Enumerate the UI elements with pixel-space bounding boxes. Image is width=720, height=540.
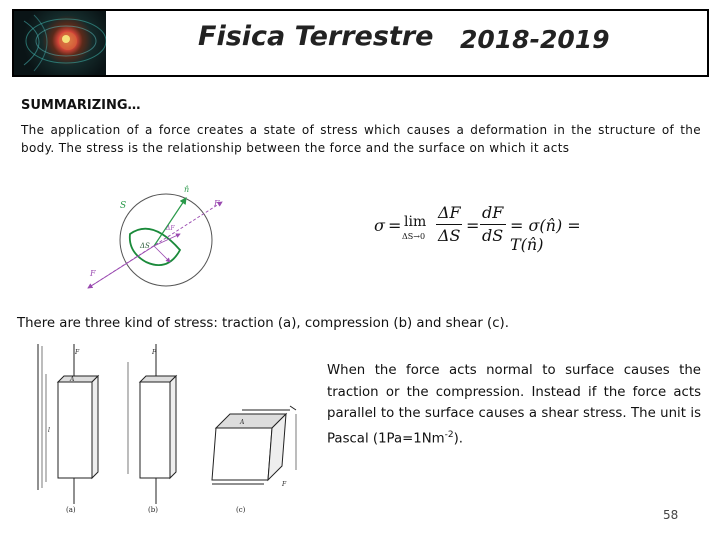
earth-magnetosphere-image (14, 11, 106, 75)
course-title: Fisica Terrestre (198, 21, 434, 52)
label-f-b: F (152, 349, 157, 356)
title-banner (12, 9, 709, 77)
stress-types-diagram (28, 340, 308, 518)
label-l-a: l (48, 427, 50, 434)
caption-b: (b) (148, 506, 158, 514)
stress-formula: σ = lim ΔS→0 ΔF ΔS = dF dS = σ(n̂) = T(n̂) (372, 200, 612, 252)
label-df: ΔF (166, 225, 175, 232)
delta-s: ΔS (438, 226, 461, 245)
label-n: n̂ (184, 185, 190, 194)
caption-c: (c) (236, 506, 246, 514)
label-a-a: A (70, 376, 75, 383)
label-f-a: F (75, 349, 80, 356)
stress-explanation: When the force acts normal to surface causes the traction or the compression. Instead if the force acts parallel to the surface causes a shear stress. The unit is Pascal $(1Pa=1Nm^{-2})$. (327, 363, 701, 446)
shear-block (212, 406, 296, 484)
stress-types-intro: There are three kind of stress: traction (a), compression (b) and shear (c). (17, 316, 509, 331)
label-s: S (120, 201, 127, 211)
body-outline (120, 194, 212, 286)
label-ds: ΔS (140, 242, 150, 250)
section-heading: SUMMARIZING… (21, 98, 141, 113)
page-number: 58 (663, 508, 679, 522)
dS: dS (482, 226, 504, 245)
academic-year: 2018-2019 (460, 25, 610, 54)
traction-block (38, 344, 98, 504)
lim-subscript: ΔS→0 (402, 232, 426, 241)
summary-paragraph: The application of a force creates a state of stress which causes a deformation in the structure of the body. The stress is the relationship between the force and the surface on which it acts (21, 123, 701, 155)
label-a-c: A (240, 419, 245, 426)
label-f-bottom: F (90, 269, 96, 278)
sigma-symbol: σ (374, 216, 385, 235)
compression-block (128, 344, 176, 504)
stress-vector-expression: = σ(n̂) = T(n̂) (510, 216, 581, 254)
label-f-c: F (282, 481, 287, 488)
delta-f: ΔF (438, 203, 461, 222)
caption-a: (a) (66, 506, 76, 514)
lim-operator: lim (404, 214, 427, 230)
dF: dF (482, 203, 504, 222)
stress-body-diagram (82, 178, 240, 296)
label-f-top: F (214, 199, 220, 208)
